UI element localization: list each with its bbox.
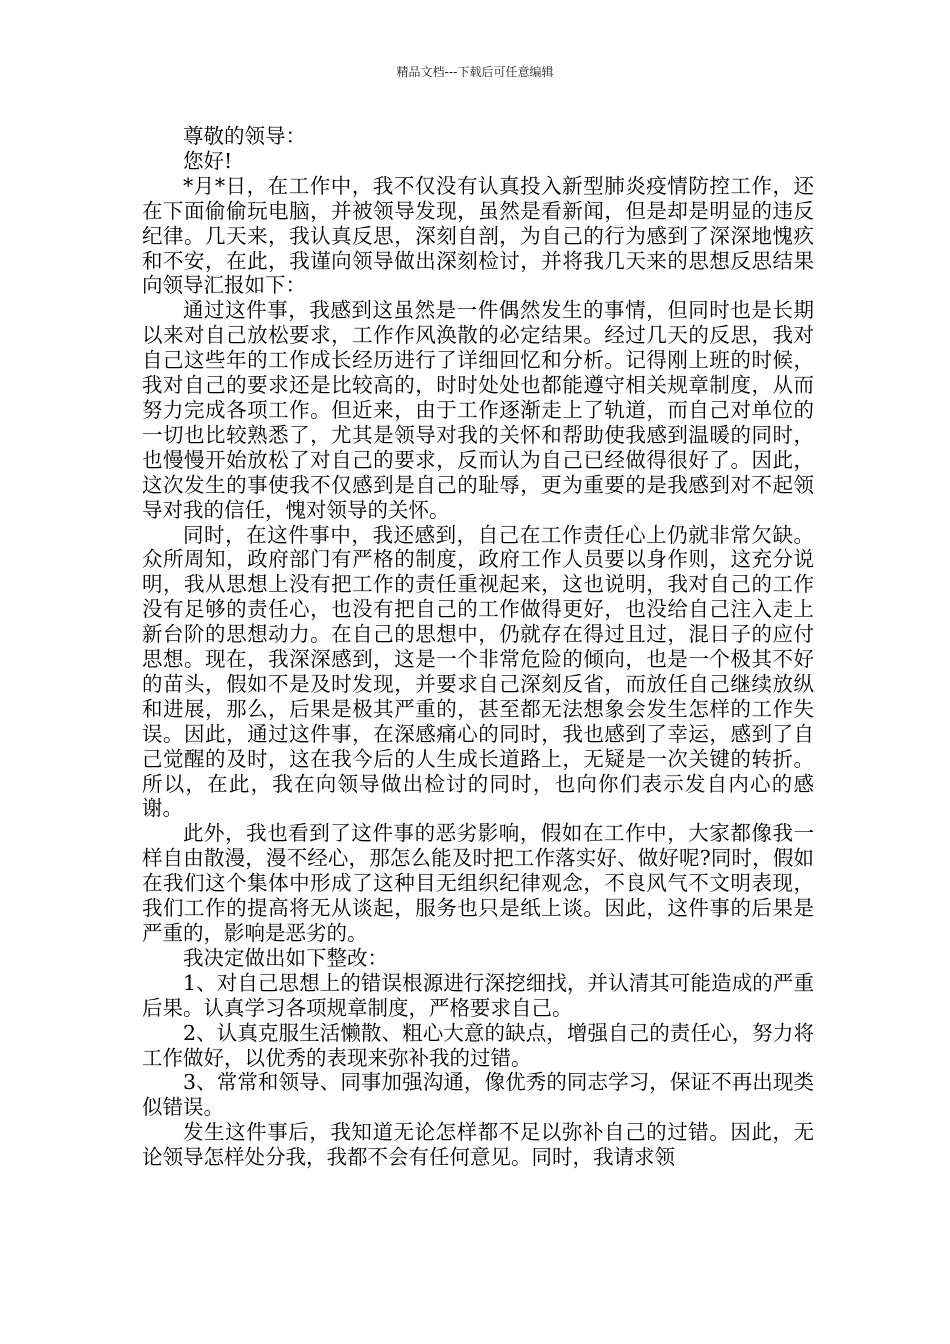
letter-paragraph: *月*日，在工作中，我不仅没有认真投入新型肺炎疫情防控工作，还在下面偷偷玩电脑，并被领导发现，虽然是看新闻，但是却是明显的违反纪律。几天来，我认真反思，深刻自剖，为自己的行为感到了深深地愧疚和不安，在此，我谨向领导做出深刻检讨，并将我几天来的思想反思结果向领导汇报如下： <box>142 173 814 298</box>
page-header: 精品文档---下载后可任意编辑 <box>396 65 554 79</box>
letter-salutation: 尊敬的领导： <box>183 124 306 148</box>
letter-body <box>142 124 814 1170</box>
letter-paragraph: 发生这件事后，我知道无论怎样都不足以弥补自己的过错。因此，无论领导怎样处分我，我都不会有任何意见。同时，我请求领 <box>142 1120 814 1170</box>
letter-greeting: 您好! <box>183 148 233 173</box>
rectification-item-1: 1、对自己思想上的错误根源进行深挖细找，并认清其可能造成的严重后果。认真学习各项规章制度，严格要求自己。 <box>142 970 814 1020</box>
letter-paragraph: 同时，在这件事中，我还感到，自己在工作责任心上仍就非常欠缺。众所周知，政府部门有严格的制度，政府工作人员要以身作则，这充分说明，我从思想上没有把工作的责任重视起来，这也说明，我对自己的工作没有足够的责任心，也没有把自己的工作做得更好，也没给自己注入走上新台阶的思想动力。在自己的思想中，仍就存在得过且过，混日子的应付思想。现在，我深深感到，这是一个非常危险的倾向，也是一个极其不好的苗头，假如不是及时发现，并要求自己深刻反省，而放任自己继续放纵和进展，那么，后果是极其严重的，甚至都无法想象会发生怎样的工作失误。因此，通过这件事，在深感痛心的同时，我也感到了幸运，感到了自己觉醒的及时，这在我今后的人生成长道路上，无疑是一次关键的转折。所以，在此，我在向领导做出检讨的同时，也向你们表示发自内心的感谢。 <box>142 522 814 821</box>
letter-paragraph: 此外，我也看到了这件事的恶劣影响，假如在工作中，大家都像我一样自由散漫，漫不经心，那怎么能及时把工作落实好、做好呢?同时，假如在我们这个集体中形成了这种目无组织纪律观念，不良风气不文明表现，我们工作的提高将无从谈起，服务也只是纸上谈。因此，这件事的后果是严重的，影响是恶劣的。 <box>142 821 814 945</box>
rectification-item-2: 2、认真克服生活懒散、粗心大意的缺点，增强自己的责任心，努力将工作做好，以优秀的表现来弥补我的过错。 <box>142 1020 814 1070</box>
rectification-item-3: 3、常常和领导、同事加强沟通，像优秀的同志学习，保证不再出现类似错误。 <box>142 1070 814 1120</box>
letter-paragraph: 通过这件事，我感到这虽然是一件偶然发生的事情，但同时也是长期以来对自己放松要求，工作作风涣散的必定结果。经过几天的反思，我对自己这些年的工作成长经历进行了详细回忆和分析。记得刚上班的时候，我对自己的要求还是比较高的，时时处处也都能遵守相关规章制度，从而努力完成各项工作。但近来，由于工作逐渐走上了轨道，而自己对单位的一切也比较熟悉了，尤其是领导对我的关怀和帮助使我感到温暖的同时，也慢慢开始放松了对自己的要求，反而认为自己已经做得很好了。因此，这次发生的事使我不仅感到是自己的耻辱，更为重要的是我感到对不起领导对我的信任，愧对领导的关怀。 <box>142 298 814 522</box>
letter-paragraph: 我决定做出如下整改： <box>183 945 388 970</box>
